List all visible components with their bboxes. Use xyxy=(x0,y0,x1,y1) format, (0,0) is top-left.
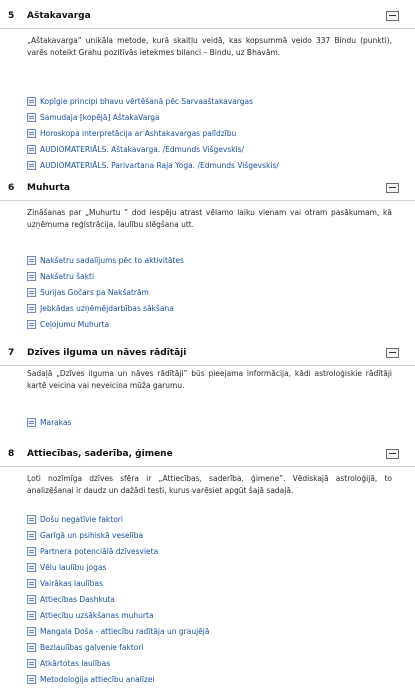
document-icon xyxy=(27,129,36,138)
section-title: Muhurta xyxy=(27,183,70,193)
link[interactable]: Nakšatru sadalījums pēc to aktivitātes xyxy=(40,256,184,265)
document-icon xyxy=(27,304,36,313)
list-item[interactable] xyxy=(27,658,397,674)
list-item[interactable] xyxy=(27,546,397,562)
document-icon xyxy=(27,547,36,556)
link[interactable]: Nakšatru šakti xyxy=(40,272,95,281)
list-item[interactable] xyxy=(27,514,397,530)
document-icon xyxy=(27,595,36,604)
list-item[interactable] xyxy=(27,578,397,594)
list-item[interactable] xyxy=(27,417,397,433)
document-icon xyxy=(27,627,36,636)
list-item[interactable] xyxy=(27,594,397,610)
document-icon xyxy=(27,643,36,652)
section-title: Dzīves ilguma un nāves rādītāji xyxy=(27,348,187,358)
list-item[interactable] xyxy=(27,319,397,335)
link[interactable]: Bezlaulības galvenie faktori xyxy=(40,643,144,652)
link[interactable]: Kopīgie principi bhavu vērtēšanā pēc Sarvaaštakavargas xyxy=(40,97,254,106)
section-header xyxy=(0,446,415,467)
link[interactable]: Surijas Gočars pa Nakšatrām xyxy=(40,288,149,297)
list-item[interactable] xyxy=(27,562,397,578)
collapse-minus-icon[interactable] xyxy=(386,348,399,358)
link[interactable]: Horoskopa interpretācija ar Ashtakavargas palīdzību xyxy=(40,129,237,138)
document-icon xyxy=(27,145,36,154)
list-item[interactable] xyxy=(27,530,397,546)
section-title: Attiecības, saderība, ģimene xyxy=(27,449,173,459)
section-description: Ļoti nozīmīga dzīves sfēra ir „Attiecības, saderība, ģimene”. Vēdiskajā astroloģijā, to analizēšanai ir daudz un dažādi testi, kurus varēsiet apgūt šajā sadaļā. xyxy=(27,474,392,495)
document-icon xyxy=(27,97,36,106)
link-list xyxy=(27,96,397,176)
section-number: 8 xyxy=(8,449,15,459)
link-list xyxy=(27,514,397,690)
list-item[interactable] xyxy=(27,112,397,128)
section-number: 7 xyxy=(8,348,15,358)
link[interactable]: AUDIOMATERIĀLS. Aštakavarga. /Edmunds Višgevskis/ xyxy=(40,145,245,154)
link[interactable]: Attiecību uzsākšanas muhurta xyxy=(40,611,154,620)
document-icon xyxy=(27,531,36,540)
document-icon xyxy=(27,113,36,122)
list-item[interactable] xyxy=(27,303,397,319)
section-header xyxy=(0,8,415,29)
link[interactable]: Partnera potenciālā dzīvesvieta xyxy=(40,547,159,556)
link[interactable]: Mangala Doša - attiecību radītāja un graujējā xyxy=(40,627,210,636)
document-icon xyxy=(27,515,36,524)
link[interactable]: Ceļojumu Muhurta xyxy=(40,320,110,329)
section-header xyxy=(0,180,415,201)
link[interactable]: AUDIOMATERIĀLS. Parivartana Raja Yoga. /Edmunds Višgevskis/ xyxy=(40,161,279,170)
collapse-minus-icon[interactable] xyxy=(386,11,399,21)
link[interactable]: Atkārtotas laulības xyxy=(40,659,111,668)
section-header xyxy=(0,345,415,366)
link-list xyxy=(27,255,397,335)
section-description: „Aštakavarga” unikāla metode, kurā skaitļu veidā, kas kopsummā veido 337 Bindu (punkti), varēs noteikt Grahu pozitīvās ietekmes bilanci – Bindu, uz Bhavām. xyxy=(27,36,392,57)
list-item[interactable] xyxy=(27,626,397,642)
list-item[interactable] xyxy=(27,642,397,658)
link[interactable]: Marakas xyxy=(40,418,72,427)
list-item[interactable] xyxy=(27,271,397,287)
link[interactable]: Metodoloģija attiecību analīzei xyxy=(40,675,155,684)
link[interactable]: Attiecības Dashkuta xyxy=(40,595,115,604)
list-item[interactable] xyxy=(27,287,397,303)
list-item[interactable] xyxy=(27,144,397,160)
collapse-minus-icon[interactable] xyxy=(386,449,399,459)
document-icon xyxy=(27,288,36,297)
list-item[interactable] xyxy=(27,96,397,112)
section-title: Aštakavarga xyxy=(27,11,91,21)
link[interactable]: Jebkādas uzņēmējdarbības sākšana xyxy=(40,304,174,313)
link[interactable]: Garīgā un psihiskā veselība xyxy=(40,531,144,540)
list-item[interactable] xyxy=(27,674,397,690)
link[interactable]: Vairākas laulības xyxy=(40,579,103,588)
section-description: Zināšanas par „Muhurtu ” dod iespēju atrast vēlamo laiku vienam vai otram pasākumam, kā uzņēmuma reģistrācija, laulību slēgšana utt. xyxy=(27,208,392,229)
document-icon xyxy=(27,563,36,572)
section-description: Sadaļā „Dzīves ilguma un nāves rādītāji” būs pieejama informācija, kādi astroloģiskie rādītāji kartē veicina vai neveicina mūža garumu. xyxy=(27,369,392,390)
section-number: 6 xyxy=(8,183,15,193)
document-icon xyxy=(27,659,36,668)
list-item[interactable] xyxy=(27,255,397,271)
link[interactable]: Došu negatīvie faktori xyxy=(40,515,123,524)
document-icon xyxy=(27,418,36,427)
list-item[interactable] xyxy=(27,160,397,176)
list-item[interactable] xyxy=(27,610,397,626)
list-item[interactable] xyxy=(27,128,397,144)
document-icon xyxy=(27,579,36,588)
collapse-minus-icon[interactable] xyxy=(386,183,399,193)
document-icon xyxy=(27,256,36,265)
document-icon xyxy=(27,675,36,684)
link[interactable]: Vēlu laulību jogas xyxy=(40,563,107,572)
section-number: 5 xyxy=(8,11,15,21)
link[interactable]: Samudaja [kopējā] AštakaVarga xyxy=(40,113,160,122)
document-icon xyxy=(27,161,36,170)
link-list xyxy=(27,417,397,433)
document-icon xyxy=(27,320,36,329)
document-icon xyxy=(27,611,36,620)
document-icon xyxy=(27,272,36,281)
